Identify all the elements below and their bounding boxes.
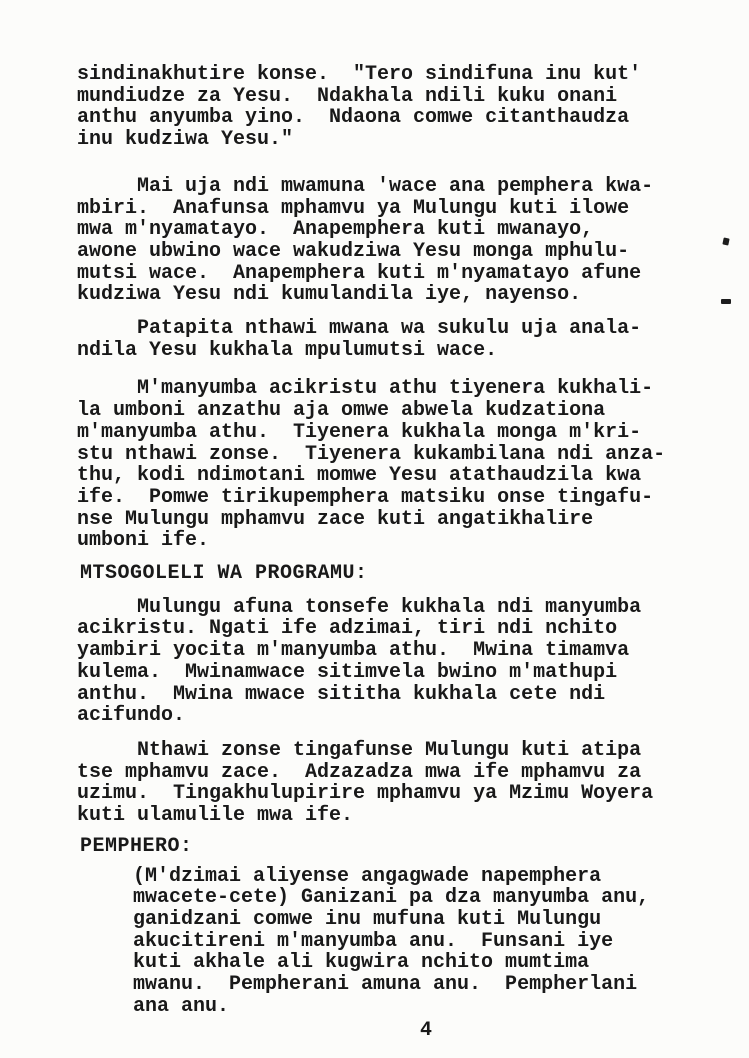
text-line: kuti akhale ali kugwira nchito mumtima (133, 951, 590, 975)
text-line: la umboni anzathu aja omwe abwela kudzationa (77, 399, 606, 423)
text-line: M'manyumba acikristu athu tiyenera kukhali- (77, 377, 654, 401)
paragraph (77, 378, 749, 552)
text-line: mwacete-cete) Ganizani pa dza manyumba anu, (133, 886, 650, 910)
text-line: nse Mulungu mphamvu zace kuti angatikhalire (77, 507, 594, 531)
text-line: mutsi wace. Anapemphera kuti m'nyamatayo afune (77, 261, 642, 285)
text-line: inu kudziwa Yesu." (77, 128, 294, 152)
text-line: akucitireni m'manyumba anu. Funsani iye (133, 929, 614, 953)
text-line: ndila Yesu kukhala mpulumutsi wace. (77, 338, 498, 362)
paragraph (77, 597, 749, 727)
text-line: yambiri yocita m'manyumba athu. Mwina timamva (77, 639, 630, 663)
text-line: PEMPHERO: (80, 834, 193, 858)
text-line: uzimu. Tingakhulupirire mphamvu ya Mzimu Woyera (77, 782, 654, 806)
text-line: mundiudze za Yesu. Ndakhala ndili kuku onani (77, 84, 618, 108)
text-line: ganidzani comwe inu mufuna kuti Mulungu (133, 907, 602, 931)
text-line: kuti ulamulile mwa ife. (77, 804, 354, 828)
text-line: stu nthawi zonse. Tiyenera kukambilana ndi anza- (77, 442, 666, 466)
paragraph (77, 318, 749, 361)
text-line: sindinakhutire konse. "Tero sindifuna inu kut' (77, 63, 642, 86)
text-line: acifundo. (77, 704, 186, 728)
text-line: umboni ife. (77, 529, 210, 553)
text-line: kudziwa Yesu ndi kumulandila iye, nayenso. (77, 283, 582, 307)
text-line: anthu. Mwina mwace sititha kukhala cete ndi (77, 682, 606, 706)
text-line: thu, kodi ndimotani momwe Yesu atathaudzila kwa (77, 464, 642, 488)
paragraph (77, 64, 749, 151)
text-line: Mulungu afuna tonsefe kukhala ndi manyumba (77, 595, 642, 619)
text-line: awone ubwino wace wakudziwa Yesu monga mphulu- (77, 239, 630, 263)
text-line: mwanu. Pempherani amuna anu. Pempherlani (133, 973, 638, 997)
text-line: acikristu. Ngati ife adzimai, tiri ndi nchito (77, 617, 618, 641)
paragraph (133, 866, 749, 1018)
paragraph (77, 740, 749, 827)
text-line: kulema. Mwinamwace sitimvela bwino m'mathupi (77, 660, 618, 684)
text-line: MTSOGOLELI WA PROGRAMU: (80, 562, 368, 586)
text-line: Nthawi zonse tingafunse Mulungu kuti atipa (77, 738, 642, 762)
paragraph (77, 176, 749, 306)
text-line: tse mphamvu zace. Adzazadza mwa ife mphamvu za (77, 760, 642, 784)
scan-artifact (721, 299, 731, 304)
text-line: mbiri. Anafunsa mphamvu ya Mulungu kuti ilowe (77, 196, 630, 220)
text-line: mwa m'nyamatayo. Anapemphera kuti mwanayo, (77, 218, 594, 242)
section-heading (80, 563, 749, 585)
text-line: anthu anyumba yino. Ndaona comwe citanthaudza (77, 106, 630, 130)
page-number: 4 (420, 1019, 433, 1042)
text-line: (M'dzimai aliyense angagwade napemphera (133, 864, 602, 888)
text-line: Patapita nthawi mwana wa sukulu uja anala- (77, 317, 642, 341)
text-line: Mai uja ndi mwamuna 'wace ana pemphera kwa- (77, 174, 654, 198)
text-line: m'manyumba athu. Tiyenera kukhala monga m'kri- (77, 420, 642, 444)
text-line: ana anu. (133, 994, 230, 1018)
section-heading (80, 836, 749, 858)
text-line: ife. Pomwe tirikupemphera matsiku onse tingafu- (77, 485, 654, 509)
